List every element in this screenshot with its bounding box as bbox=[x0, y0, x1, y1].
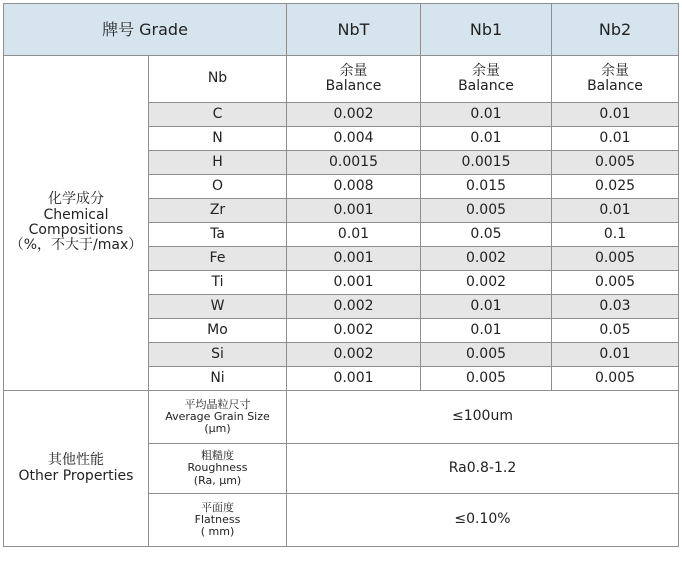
grade-nbt-header: NbT bbox=[287, 4, 421, 56]
value-cell: 0.03 bbox=[552, 295, 679, 319]
group-en-label: Other Properties bbox=[18, 467, 134, 484]
chemical-composition-group bbox=[4, 56, 149, 391]
value-cell: 余量 Balance bbox=[552, 56, 679, 103]
element-cell: Ni bbox=[149, 367, 287, 391]
group-cn-label: 其他性能 bbox=[48, 452, 104, 469]
value-cell: 0.001 bbox=[287, 271, 421, 295]
header-row bbox=[4, 4, 679, 56]
value-cell: 0.001 bbox=[287, 367, 421, 391]
value-cell: 0.002 bbox=[287, 103, 421, 127]
value-cell: 0.05 bbox=[552, 319, 679, 343]
property-label-cell: 粗糙度 Roughness (Ra, μm) bbox=[149, 444, 287, 494]
value-cell: 0.005 bbox=[421, 199, 552, 223]
element-cell: C bbox=[149, 103, 287, 127]
specification-table bbox=[3, 3, 679, 547]
value-cell: 0.002 bbox=[287, 343, 421, 367]
table-row bbox=[4, 56, 679, 103]
value-cell: 0.01 bbox=[421, 319, 552, 343]
value-cell: 0.01 bbox=[421, 103, 552, 127]
element-cell: N bbox=[149, 127, 287, 151]
value-cell: 0.004 bbox=[287, 127, 421, 151]
value-cell: 0.025 bbox=[552, 175, 679, 199]
value-cell: 0.005 bbox=[552, 367, 679, 391]
element-cell: O bbox=[149, 175, 287, 199]
value-cell: 0.005 bbox=[421, 343, 552, 367]
value-cell: 0.01 bbox=[552, 127, 679, 151]
value-cell: 0.0015 bbox=[421, 151, 552, 175]
value-cell: 0.001 bbox=[287, 247, 421, 271]
other-properties-group bbox=[4, 391, 149, 547]
value-cell: 0.008 bbox=[287, 175, 421, 199]
property-value-cell: ≤0.10% bbox=[287, 494, 679, 547]
property-value-cell: Ra0.8-1.2 bbox=[287, 444, 679, 494]
element-cell: Nb bbox=[149, 56, 287, 103]
value-cell: 余量 Balance bbox=[287, 56, 421, 103]
value-cell: 0.01 bbox=[552, 343, 679, 367]
element-cell: Ti bbox=[149, 271, 287, 295]
value-cell: 0.01 bbox=[421, 127, 552, 151]
group-en-label: Chemical bbox=[43, 206, 109, 223]
grade-nb2-header: Nb2 bbox=[552, 4, 679, 56]
table-row bbox=[4, 391, 679, 444]
value-cell: 0.005 bbox=[421, 367, 552, 391]
value-cell: 0.002 bbox=[287, 295, 421, 319]
value-cell: 0.001 bbox=[287, 199, 421, 223]
value-cell: 0.002 bbox=[421, 271, 552, 295]
value-cell: 0.002 bbox=[421, 247, 552, 271]
property-label-cell: 平面度 Flatness ( mm) bbox=[149, 494, 287, 547]
value-cell: 0.005 bbox=[552, 247, 679, 271]
group-cn-label: 化学成分 bbox=[48, 191, 104, 208]
value-cell: 0.002 bbox=[287, 319, 421, 343]
group-unit-label: （%，不大于/max） bbox=[9, 237, 143, 254]
group-en-label: Compositions bbox=[28, 222, 124, 238]
value-cell: 0.005 bbox=[552, 151, 679, 175]
value-cell: 0.01 bbox=[421, 295, 552, 319]
element-cell: H bbox=[149, 151, 287, 175]
element-cell: Si bbox=[149, 343, 287, 367]
value-cell: 余量 Balance bbox=[421, 56, 552, 103]
value-cell: 0.05 bbox=[421, 223, 552, 247]
value-cell: 0.01 bbox=[287, 223, 421, 247]
element-cell: Mo bbox=[149, 319, 287, 343]
element-cell: Fe bbox=[149, 247, 287, 271]
property-label-cell: 平均晶粒尺寸 Average Grain Size (μm) bbox=[149, 391, 287, 444]
value-cell: 0.1 bbox=[552, 223, 679, 247]
element-cell: Ta bbox=[149, 223, 287, 247]
grade-header: 牌号 Grade bbox=[4, 4, 287, 56]
property-value-cell: ≤100um bbox=[287, 391, 679, 444]
grade-nb1-header: Nb1 bbox=[421, 4, 552, 56]
value-cell: 0.01 bbox=[552, 199, 679, 223]
value-cell: 0.005 bbox=[552, 271, 679, 295]
element-cell: W bbox=[149, 295, 287, 319]
element-cell: Zr bbox=[149, 199, 287, 223]
value-cell: 0.015 bbox=[421, 175, 552, 199]
value-cell: 0.0015 bbox=[287, 151, 421, 175]
value-cell: 0.01 bbox=[552, 103, 679, 127]
